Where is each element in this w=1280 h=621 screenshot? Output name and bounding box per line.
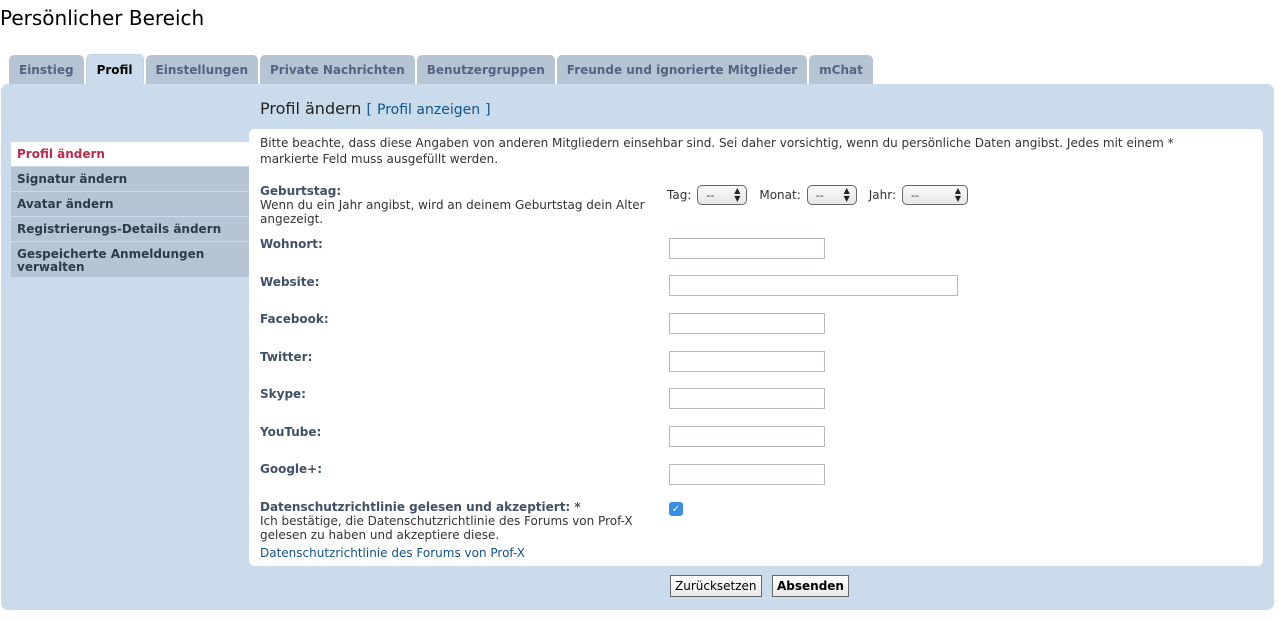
reset-button[interactable]: Zurücksetzen — [670, 575, 762, 597]
tab-einstieg[interactable]: Einstieg — [9, 55, 84, 85]
youtube-label: YouTube: — [260, 425, 322, 439]
birthday-row — [260, 184, 660, 226]
wohnort-input[interactable] — [669, 238, 825, 259]
tab-mchat[interactable]: mChat — [809, 55, 873, 85]
tab-einstellungen[interactable]: Einstellungen — [146, 55, 258, 85]
field-row-website — [260, 275, 660, 289]
sidebar-item-signatur[interactable]: Signatur ändern — [11, 167, 249, 192]
website-input[interactable] — [669, 275, 958, 296]
year-label: Jahr: — [868, 188, 897, 202]
section-title: Profil ändern — [260, 99, 362, 118]
facebook-input[interactable] — [669, 313, 825, 334]
page-title: Persönlicher Bereich — [0, 6, 205, 30]
bracket-open: [ — [366, 102, 372, 118]
day-value: -- — [706, 188, 715, 202]
wohnort-label: Wohnort: — [260, 237, 323, 251]
select-arrows-icon: ▲ ▼ — [954, 186, 962, 203]
tab-profil[interactable]: Profil — [86, 54, 144, 85]
privacy-desc: Ich bestätige, die Datenschutzrichtlinie des Forums von Prof-X gelesen zu haben und akzeptiere diese. — [260, 514, 633, 542]
privacy-row — [260, 500, 660, 542]
googleplus-input[interactable] — [669, 464, 825, 485]
field-row-youtube — [260, 425, 660, 439]
twitter-input[interactable] — [669, 351, 825, 372]
month-select[interactable] — [807, 185, 857, 205]
checkmark-icon: ✓ — [671, 503, 681, 515]
privacy-checkbox[interactable] — [669, 502, 683, 516]
year-value: -- — [911, 188, 919, 202]
field-row-skype — [260, 387, 660, 401]
tab-private-nachrichten[interactable]: Private Nachrichten — [260, 55, 415, 85]
twitter-label: Twitter: — [260, 350, 313, 364]
facebook-label: Facebook: — [260, 312, 329, 326]
website-label: Website: — [260, 275, 320, 289]
tab-freunde[interactable]: Freunde und ignorierte Mitglieder — [557, 55, 807, 85]
view-profile-link[interactable]: Profil anzeigen — [377, 102, 481, 118]
skype-input[interactable] — [669, 388, 825, 409]
field-row-facebook — [260, 312, 660, 326]
sidebar-menu — [11, 142, 249, 278]
tab-benutzergruppen[interactable]: Benutzergruppen — [417, 55, 555, 85]
privacy-policy-link[interactable]: Datenschutzrichtlinie des Forums von Prof-X — [260, 546, 525, 560]
bracket-close: ] — [485, 102, 491, 118]
field-row-googleplus — [260, 462, 660, 476]
privacy-label: Datenschutzrichtlinie gelesen und akzeptiert: * — [260, 500, 581, 514]
field-row-twitter — [260, 350, 660, 364]
month-label: Monat: — [759, 188, 801, 202]
month-value: -- — [815, 188, 824, 202]
sidebar-item-avatar[interactable]: Avatar ändern — [11, 192, 249, 217]
birthday-selects — [667, 185, 980, 205]
birthday-desc: Wenn du ein Jahr angibst, wird an deinem Geburtstag dein Alter angezeigt. — [260, 198, 645, 226]
intro-text: Bitte beachte, dass diese Angaben von anderen Mitgliedern einsehbar sind. Sei daher vorsichtig, wenn du persönliche Daten angibst. Jedes mit einem * markierte Feld muss ausgefüllt werden. — [260, 136, 1174, 166]
select-arrows-icon: ▲ ▼ — [734, 186, 741, 203]
googleplus-label: Google+: — [260, 462, 323, 476]
sidebar-item-registrierung[interactable]: Registrierungs-Details ändern — [11, 217, 249, 242]
section-header — [260, 99, 491, 118]
select-arrows-icon: ▲ ▼ — [843, 186, 850, 203]
day-label: Tag: — [667, 188, 692, 202]
field-row-wohnort — [260, 237, 660, 251]
youtube-input[interactable] — [669, 426, 825, 447]
birthday-label: Geburtstag: — [260, 184, 342, 198]
sidebar-item-profil-aendern[interactable]: Profil ändern — [11, 142, 249, 167]
sidebar-item-anmeldungen[interactable]: Gespeicherte Anmeldungen verwalten — [11, 242, 249, 278]
year-select[interactable] — [902, 185, 968, 205]
day-select[interactable] — [697, 185, 747, 205]
profile-form — [249, 129, 1263, 566]
tab-bar — [9, 54, 873, 85]
skype-label: Skype: — [260, 387, 306, 401]
submit-button[interactable]: Absenden — [772, 575, 849, 597]
